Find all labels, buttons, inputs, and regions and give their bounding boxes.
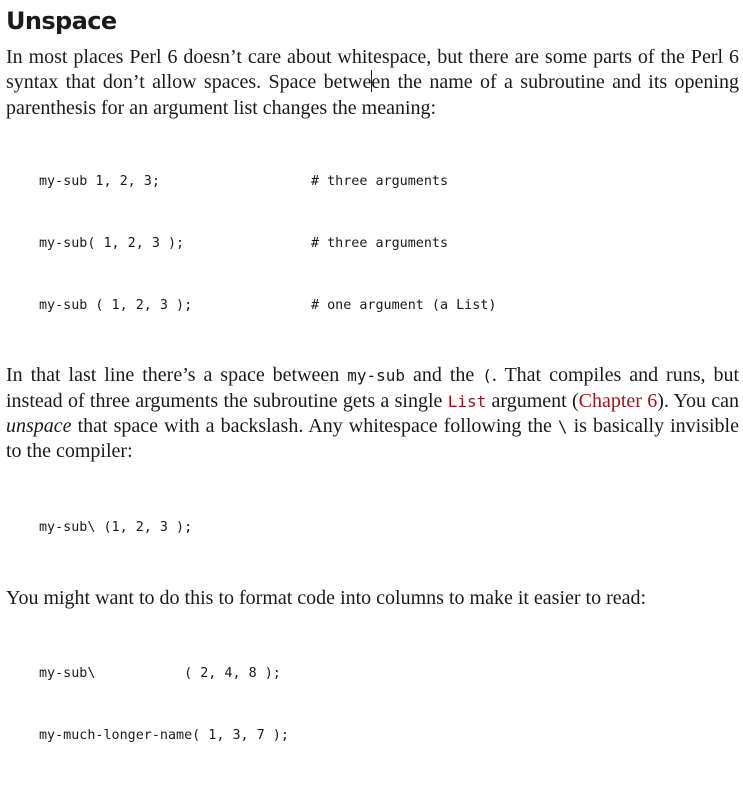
chapter-6-link[interactable]: Chapter 6	[578, 389, 658, 412]
code-text: my-sub ( 1, 2, 3 );	[39, 297, 193, 313]
code-comment: # three arguments	[311, 235, 449, 251]
paragraph-unspace	[6, 363, 739, 464]
paragraph-text: is basically invisible to the compiler:	[6, 415, 739, 463]
paragraph-text: . That compiles and runs, but instead of three arguments the subroutine gets a single	[6, 364, 740, 412]
section-heading: Unspace	[6, 7, 117, 35]
paragraph-columns: You might want to do this to format code into columns to make it easier to read:	[6, 586, 647, 609]
paragraph-text: In that last line there’s a space between	[6, 364, 348, 387]
emphasis-unspace: unspace	[6, 415, 72, 438]
code-text: my-sub( 1, 2, 3 );	[39, 235, 185, 251]
code-line	[39, 234, 739, 255]
paragraph-text: and the	[405, 364, 483, 387]
code-text: my-sub 1, 2, 3;	[39, 174, 160, 190]
inline-code-paren: (	[482, 366, 492, 386]
code-block-unspace	[6, 477, 739, 580]
paragraph-text: that space with a backslash. Any whitespace following the	[71, 415, 558, 438]
code-comment: # three arguments	[311, 174, 449, 190]
code-block-columns	[6, 623, 739, 788]
paragraph-text: argument (	[486, 389, 579, 412]
code-line: my-sub\ ( 2, 4, 8 );	[39, 666, 281, 682]
paragraph-text: ). You can	[657, 389, 739, 412]
code-line: my-much-longer-name( 1, 3, 7 );	[39, 727, 289, 743]
paragraph-intro-text-a: In most places Perl 6 doesn’t care about whitespace, but there are some parts of the Perl 6 syntax that don’t allow spaces. Space betwe	[6, 46, 739, 94]
paragraph-intro-text-b: en the name of a subroutine and its opening parenthesis for an argument list changes the meaning:	[6, 71, 739, 119]
code-line: my-sub\ (1, 2, 3 );	[39, 519, 193, 535]
inline-code-backslash: \	[557, 417, 568, 437]
code-comment: # one argument (a List)	[311, 297, 497, 313]
inline-code-my-sub: my-sub	[347, 366, 406, 386]
code-line	[39, 296, 739, 317]
paragraph-intro	[6, 45, 739, 121]
code-line	[39, 172, 739, 193]
code-block-arguments	[6, 131, 739, 358]
inline-code-list: List	[447, 391, 487, 411]
page	[6, 4, 739, 788]
